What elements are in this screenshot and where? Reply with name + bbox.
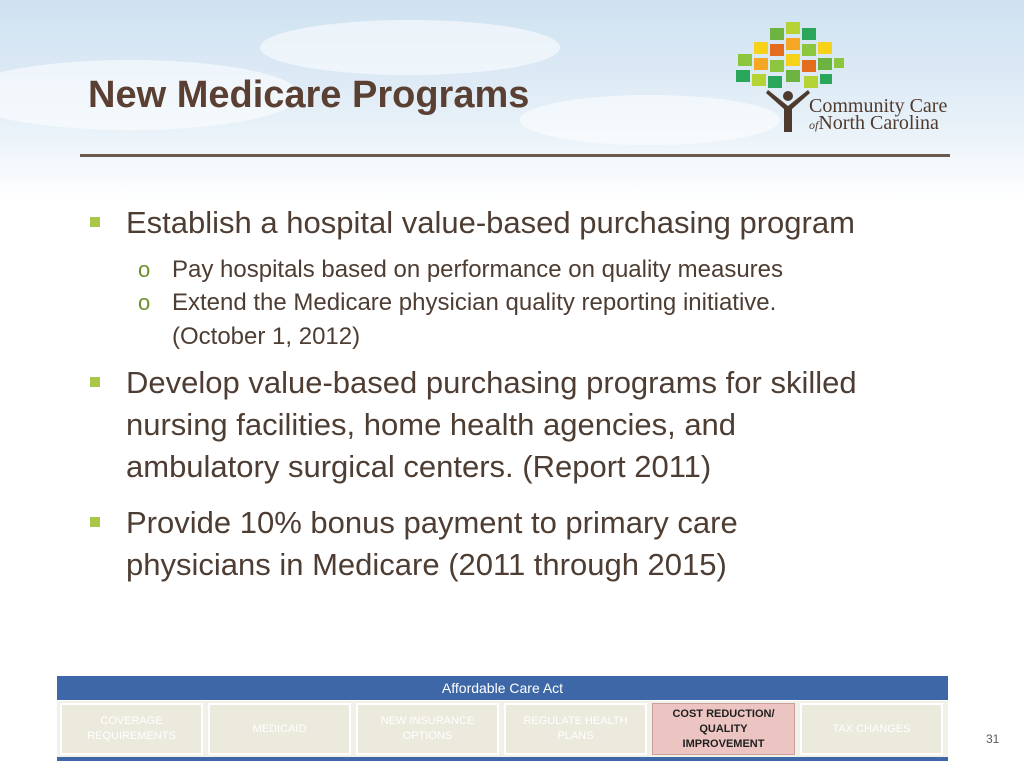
- tab-tax-changes[interactable]: TAX CHANGES: [800, 703, 943, 755]
- footer-bottom-bar: [57, 757, 948, 761]
- sub-bullet-text: Extend the Medicare physician quality reporting initiative.: [172, 289, 777, 316]
- cloud: [260, 20, 560, 75]
- tree-canopy-tiles: [736, 22, 844, 88]
- bullet-item: [126, 502, 946, 586]
- bullet-item: [126, 362, 946, 488]
- sub-bullet-text: Pay hospitals based on performance on quality measures: [172, 256, 784, 283]
- aca-banner: Affordable Care Act: [57, 676, 948, 700]
- page-number: 31: [986, 732, 1000, 746]
- logo-name-line1: Community Care: [809, 95, 948, 117]
- logo-name-line2: [809, 112, 939, 135]
- title-divider: [80, 154, 950, 157]
- tab-medicaid[interactable]: MEDICAID: [208, 703, 351, 755]
- tree-person-trunk: [766, 90, 810, 132]
- square-bullet-icon: [90, 377, 100, 387]
- aca-topic-tabs: [57, 701, 948, 757]
- tab-regulate-health-plans[interactable]: REGULATE HEALTH PLANS: [504, 703, 647, 755]
- slide-title: New Medicare Programs: [88, 74, 530, 116]
- tab-coverage-requirements[interactable]: COVERAGE REQUIREMENTS: [60, 703, 203, 755]
- square-bullet-icon: [90, 217, 100, 227]
- bullet-item: [126, 202, 946, 244]
- community-care-logo: [728, 14, 960, 140]
- tab-new-insurance-options[interactable]: NEW INSURANCE OPTIONS: [356, 703, 499, 755]
- sub-bullet-item: [138, 253, 932, 286]
- circle-bullet-icon: o: [138, 290, 151, 315]
- bullet-line: ambulatory surgical centers. (Report 2011): [126, 449, 712, 484]
- logo-north-carolina: North Carolina: [818, 112, 939, 134]
- square-bullet-icon: [90, 517, 100, 527]
- bullet-line: Develop value-based purchasing programs for skilled: [126, 365, 857, 400]
- sub-bullet-text: (October 1, 2012): [172, 323, 361, 350]
- bullet-line: nursing facilities, home health agencies, and: [126, 407, 737, 442]
- sub-bullet-continuation: [172, 320, 932, 353]
- bullet-line: Provide 10% bonus payment to primary care: [126, 505, 738, 540]
- bullet-line: physicians in Medicare (2011 through 2015): [126, 547, 727, 582]
- circle-bullet-icon: o: [138, 257, 151, 282]
- tab-cost-reduction-quality-improvement[interactable]: COST REDUCTION/ QUALITY IMPROVEMENT: [652, 703, 795, 755]
- logo-of: of: [809, 118, 819, 132]
- bullet-text: Establish a hospital value-based purchasing program: [126, 205, 855, 240]
- sub-bullet-item: [138, 286, 932, 319]
